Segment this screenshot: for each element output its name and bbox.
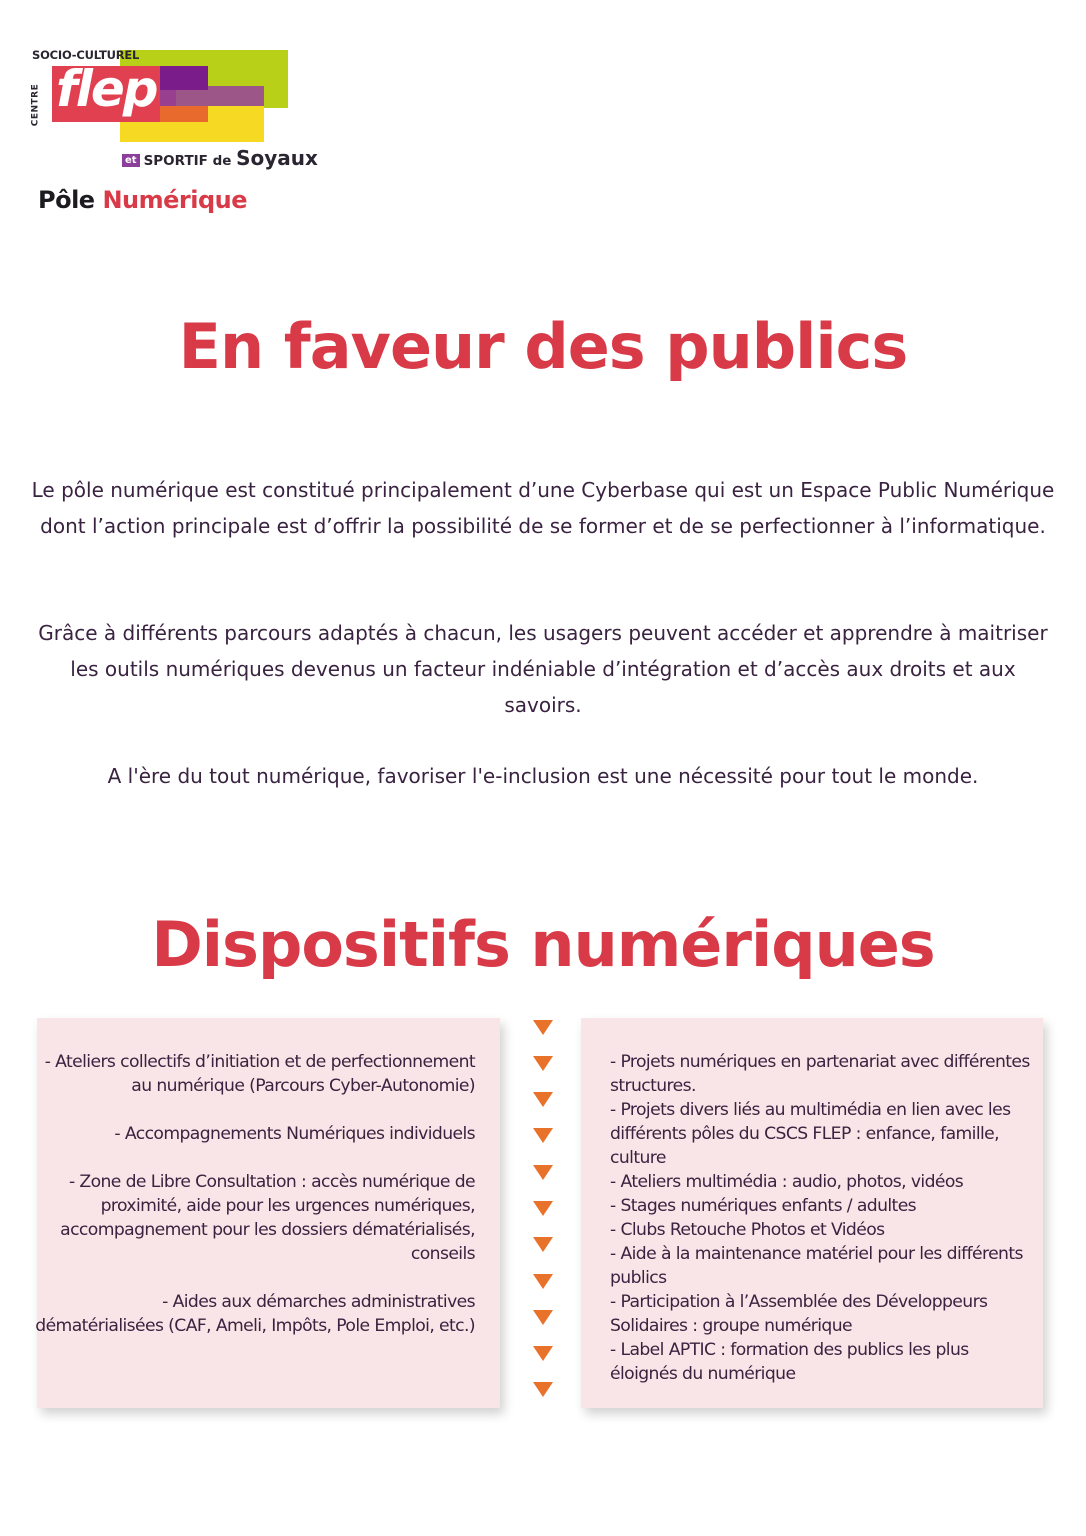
pole-title-part1: Pôle [38,186,95,214]
down-arrow-icon [533,1382,553,1397]
list-item: - Aide à la maintenance matériel pour les différents publics [610,1244,1023,1288]
down-arrow-icon [533,1128,553,1143]
left-list [35,1050,475,1338]
down-arrow-icon [533,1237,553,1252]
list-item: - Label APTIC : formation des publics les plus éloignés du numérique [610,1340,969,1384]
logo-sub-text: SPORTIF de [143,153,232,169]
logo-orange-block [160,106,208,122]
right-list [610,1050,1035,1386]
flep-logo [30,48,340,173]
pole-title-part2: Numérique [102,186,248,214]
intro-paragraph-2: Grâce à différents parcours adaptés à chacun, les usagers peuvent accéder et apprendre à maitriser les outils numériques devenus un facteur indéniable d’intégration et d’accès aux droits et aux savoirs. [38,621,1048,717]
list-item: - Participation à l’Assemblée des Développeurs Solidaires : groupe numérique [610,1292,988,1336]
list-item: - Projets divers liés au multimédia en lien avec les différents pôles du CSCS FLEP : enfance, famille, culture [610,1100,1011,1168]
down-arrow-icon [533,1165,553,1180]
list-item: - Aides aux démarches administratives dématérialisées (CAF, Ameli, Impôts, Pole Emploi, etc.) [35,1292,475,1336]
down-arrow-icon [533,1201,553,1216]
down-arrow-icon [533,1020,553,1035]
down-arrow-icon [533,1056,553,1071]
down-arrow-icon [533,1310,553,1325]
logo-place: Soyaux [236,146,318,170]
list-item: - Zone de Libre Consultation : accès numérique de proximité, aide pour les urgences numériques, accompagnement pour les dossiers dématérialisés, conseils [60,1172,475,1264]
logo-top-line: SOCIO-CULTUREL [32,48,140,62]
list-item: - Ateliers multimédia : audio, photos, vidéos [610,1172,964,1192]
down-arrow-icon [533,1092,553,1107]
section-title-publics: En faveur des publics [178,310,908,383]
list-item: - Clubs Retouche Photos et Vidéos [610,1220,885,1240]
intro-paragraph-3: A l'ère du tout numérique, favoriser l'e-inclusion est une nécessité pour tout le monde. [107,764,979,788]
list-item: - Accompagnements Numériques individuels [114,1124,475,1144]
list-item: - Projets numériques en partenariat avec différentes structures. [610,1052,1030,1096]
logo-brand: flep [56,60,157,118]
list-item: - Ateliers collectifs d’initiation et de perfectionnement au numérique (Parcours Cyber-Autonomie) [44,1052,475,1096]
logo-purple-block [160,66,208,90]
down-arrow-icon [533,1274,553,1289]
dispositifs-left-box [37,1018,500,1408]
section-title-dispositifs: Dispositifs numériques [151,908,935,981]
logo-side-line: CENTRE [30,83,41,127]
intro-paragraph-1: Le pôle numérique est constitué principalement d’une Cyberbase qui est un Espace Public Numérique dont l’action principale est d’offrir la possibilité de se former et de se perfectionner à l’informatique. [31,478,1055,538]
pole-title [38,186,247,214]
logo-subtitle [122,146,318,170]
list-item: - Stages numériques enfants / adultes [610,1196,917,1216]
dispositifs-right-box [581,1018,1043,1408]
arrow-separator [531,1016,555,1406]
down-arrow-icon [533,1346,553,1361]
logo-et: et [122,154,140,167]
